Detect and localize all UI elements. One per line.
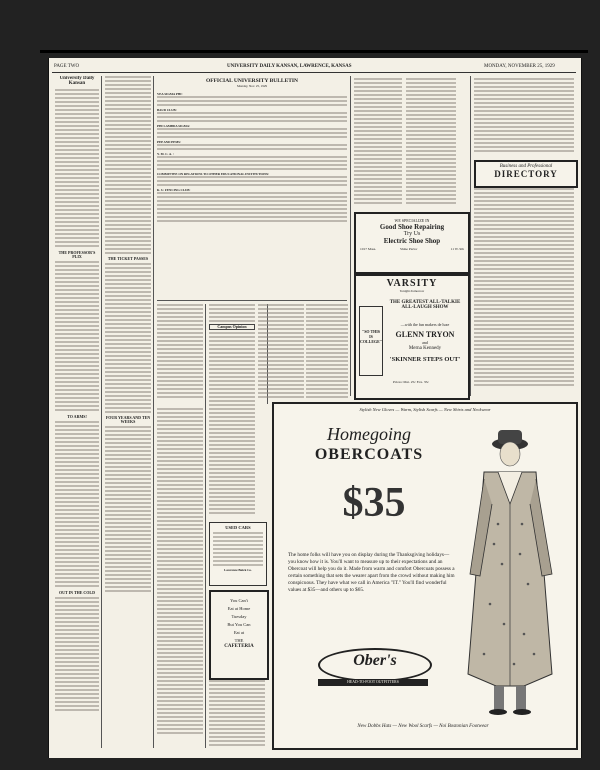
section-rule xyxy=(157,300,347,301)
obers-footer: New Dobbs Hats — New Wool Scarfs — Noi Bostonian Footwear xyxy=(357,724,489,729)
shoe-ad-address: 11 W. 9th xyxy=(450,247,464,251)
shoe-ad-address: 1017 Mass. xyxy=(360,247,377,251)
issue-date: MONDAY, NOVEMBER 25, 1929 xyxy=(484,64,555,69)
page-number: PAGE TWO xyxy=(54,64,80,69)
bulletin-item: COMMITTEE ON RELATIONS TO OTHER EDUCATIONAL INSTITUTIONS: xyxy=(157,172,270,176)
star-name: GLENN TRYON xyxy=(395,330,455,339)
theater-with: —with the fun makers de luxe xyxy=(400,322,450,327)
column-text-g xyxy=(258,304,304,404)
paper-heading: UNIVERSITY DAILY KANSAN, LAWRENCE, KANSAS xyxy=(227,64,352,69)
column-text-e xyxy=(157,408,203,748)
column-rule xyxy=(350,76,351,396)
cafeteria-line: Eat at Home xyxy=(227,606,251,611)
obers-headline-2: OBERCOATS xyxy=(314,446,424,463)
column-rule xyxy=(205,304,206,748)
directory-title: DIRECTORY xyxy=(494,169,558,179)
obers-body-copy: The home folks will have you on display during the Thanksgiving holidays—you know how it is. You'll want to measure up to their expectations and an Obercoat will help you do it. Made from warm and comfort Obercoats possess a certain something that sets the wearer apart from the crowd without making him conspicuous. They have what we call in America "IT." You'll find wonderful values at $35—and others up to $65. xyxy=(288,552,455,593)
right-shoe xyxy=(513,709,531,715)
shoe-ad-line: WE SPECIALIZE IN xyxy=(394,218,430,223)
bulletin-item: BAUD CLUB: xyxy=(157,108,177,112)
bulletin-date: Monday, Nov. 25, 1929 xyxy=(236,84,268,88)
used-cars-ad xyxy=(209,522,267,586)
shoe-shop-ad xyxy=(354,212,470,274)
column-rule xyxy=(101,76,102,748)
second-column xyxy=(105,76,151,748)
theater-headline: THE GREATEST ALL-TALKIE ALL-LAUGH SHOW xyxy=(389,300,461,310)
film-title: 'SKINNER STEPS OUT' xyxy=(389,356,461,363)
column-text-b xyxy=(105,263,151,413)
column-text-a xyxy=(105,76,151,254)
man-in-overcoat-illustration xyxy=(454,424,569,724)
used-cars-title: USED CARS xyxy=(225,525,251,530)
official-bulletin xyxy=(157,78,347,298)
bulletin-item: VEA SIGMA PHI: xyxy=(157,92,183,96)
staff-box xyxy=(55,89,99,247)
cafeteria-line: But You Can xyxy=(227,622,251,627)
cafeteria-line: You Can't xyxy=(230,598,248,603)
bulletin-item: PHI LAMBDA SIGMA: xyxy=(157,124,191,128)
column-text-f xyxy=(209,680,265,748)
face xyxy=(500,442,520,466)
ticket-prices: Prices: Mat. 25c Eve. 35c xyxy=(393,380,429,384)
column-text-h xyxy=(306,304,348,404)
shoe-ad-shop-name: Electric Shoe Shop xyxy=(383,237,441,245)
left-leg xyxy=(494,686,504,710)
theater-name: VARSITY xyxy=(386,278,438,289)
bulletin-item: K. U. FENCING CLUB: xyxy=(157,188,191,192)
column-text-k xyxy=(474,78,574,158)
obers-tagline: Stylish New Gloves — Warm, Stylish Scarfs — New Shirts and Neckwear xyxy=(359,407,491,412)
headline-ticket: THE TICKET PASSES xyxy=(107,256,149,261)
obers-logo-name: Ober's xyxy=(353,652,397,669)
shoe-ad-line: Try Us xyxy=(403,231,421,237)
cafeteria-line: Eat at xyxy=(233,630,245,635)
right-leg xyxy=(516,686,526,710)
column-text-c xyxy=(105,426,151,592)
cafeteria-line: Tuesday xyxy=(231,614,247,619)
left-column xyxy=(55,76,99,748)
shoe-ad-headline: Good Shoe Repairing xyxy=(379,223,445,231)
directory-listings xyxy=(474,188,574,398)
editorial-text-2 xyxy=(55,421,99,587)
bulletin-title: OFFICIAL UNIVERSITY BULLETIN xyxy=(205,78,299,84)
obers-headline-1: Homegoing xyxy=(327,424,411,444)
obers-price: $35 xyxy=(342,480,406,526)
masthead xyxy=(52,62,576,73)
obers-logo-subtitle: HEAD-TO-FOOT OUTFITTERS xyxy=(318,679,428,686)
feature-box: "SO THIS IS COLLEGE" xyxy=(359,306,383,376)
editorial-heading-3: OUT IN THE COLD xyxy=(59,590,95,595)
editorial-text-3 xyxy=(55,597,99,711)
column-text-d xyxy=(157,304,203,404)
headline-four-years: FOUR YEARS AND TEN WEEKS xyxy=(105,415,151,424)
bulletin-item: Y. M. C. A. : xyxy=(157,152,174,156)
shoe-ad-shine: Shine Parlor xyxy=(400,247,418,251)
cafeteria-line: THE xyxy=(234,638,244,643)
bulletin-item: PEP AND PEMS: xyxy=(157,140,182,144)
page-top-border xyxy=(40,50,588,53)
theater-and: and xyxy=(422,340,428,345)
campus-opinion xyxy=(209,304,255,514)
campus-opinion-title: Campus Opinion xyxy=(209,324,255,330)
column-rule xyxy=(153,76,154,748)
editorial-text-1 xyxy=(55,261,99,411)
directory-header xyxy=(474,160,578,188)
varsity-theater-ad xyxy=(354,274,470,400)
editorial-heading-2: TO ARMS! xyxy=(67,414,87,419)
obers-logo xyxy=(318,648,432,682)
cafeteria-ad xyxy=(209,590,269,680)
co-star-name: Merna Kennedy xyxy=(408,346,442,351)
editorial-heading-1: THE PROFESSOR'S PLIX xyxy=(58,250,96,259)
theater-dates: Tonight-Tomorrow xyxy=(399,289,425,293)
column-text-i xyxy=(354,78,402,208)
obers-obercoat-ad xyxy=(272,402,578,750)
left-shoe xyxy=(489,709,507,715)
cafeteria-name: CAFETERIA xyxy=(224,644,254,649)
column-rule xyxy=(470,76,471,396)
used-cars-dealer: Lawrence Buick Co. xyxy=(224,568,252,572)
directory-subtitle: Business and Professional xyxy=(499,164,553,169)
column-text-j xyxy=(406,78,456,208)
paper-title: University Daily Kansan xyxy=(59,76,95,86)
